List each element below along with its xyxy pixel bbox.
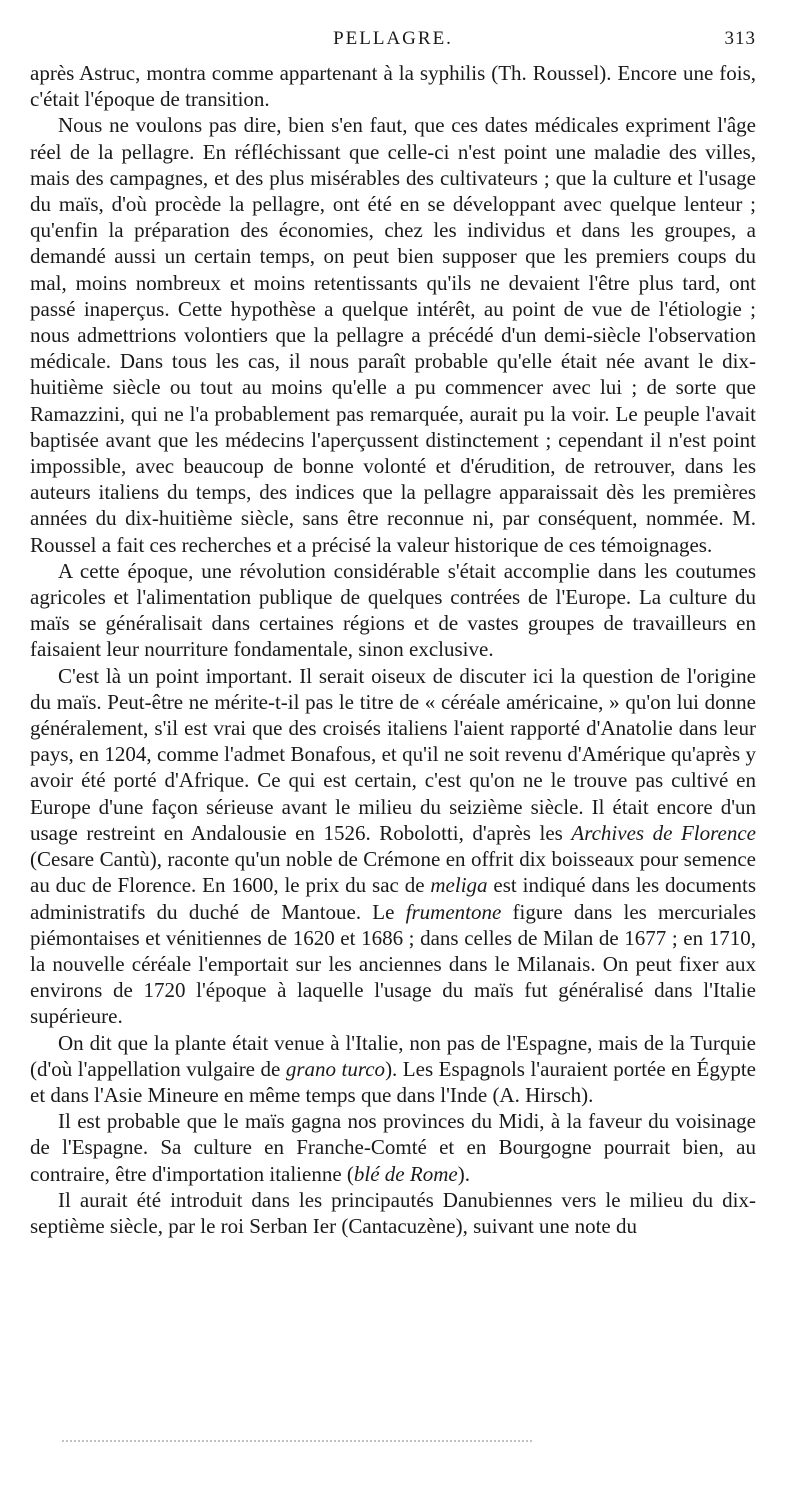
text-segment: après Astruc, montra comme appartenant à la syphilis (Th. Roussel). Encore une fois, c'était l'époque de transition. xyxy=(30,61,756,112)
text-segment: ). Les Espagnols l'auraient portée en Égypte et dans l'Asie Mineure en même temps que dans l'Inde (A. Hirsch). xyxy=(30,1056,756,1107)
text-segment: On dit que la plante était venue à l'Italie, non pas de l'Espagne, mais de la Turquie (d'où l'appellation vulgaire de xyxy=(30,1030,756,1081)
body-text xyxy=(30,60,756,1239)
paragraph xyxy=(30,1187,756,1239)
text-segment: C'est là un point important. Il serait oiseux de discuter ici la question de l'origine du maïs. Peut-être ne mérite-t-il pas le titre de « céréale américaine, » qu'on lui donne généralement, s'il est vrai que des croisés italiens l'aient rapporté d'Anatolie dans leur pays, en 1204, comme l'admet Bonafous, et qu'il ne soit revenu d'Amérique qu'après y avoir été porté d'Afrique. Ce qui est certain, c'est qu'on ne le trouve pas cultivé en Europe d'une façon sérieuse avant le milieu du seizième siècle. Il était encore d'un usage restreint en Andalousie en 1526. Robolotti, d'après les xyxy=(30,663,756,845)
text-segment: ). xyxy=(457,1161,470,1186)
book-page xyxy=(30,28,756,1239)
text-segment: figure dans les mercuriales piémontaises et vénitiennes de 1620 et 1686 ; dans celles de Milan de 1677 ; en 1710, la nouvelle céréale l'emportait sur les anciennes dans le Milanais. On peut fixer aux environs de 1720 l'époque à laquelle l'usage du maïs fut généralisé dans l'Italie supérieure. xyxy=(30,899,756,1029)
running-head xyxy=(30,28,756,60)
text-segment: est indiqué dans les documents administratifs du duché de Mantoue. Le xyxy=(30,873,756,924)
page-number: 313 xyxy=(724,28,756,49)
italic-text: blé de Rome xyxy=(353,1161,458,1186)
paragraph xyxy=(30,558,756,663)
page-bottom-specks xyxy=(62,1440,532,1446)
italic-text: Archives de Florence xyxy=(571,820,757,845)
text-segment: Nous ne voulons pas dire, bien s'en faut, que ces dates médicales expriment l'âge réel de la pellagre. En réfléchissant que celle-ci n'est point une maladie des villes, mais des campagnes, et des plus misérables des cultivateurs ; que la culture et l'usage du maïs, d'où procède la pellagre, ont été en se développant avec quelque lenteur ; qu'enfin la préparation des économies, chez les individus et dans les groupes, a demandé aussi un certain temps, on peut bien supposer que les premiers coups du mal, moins nombreux et moins retentissants qu'ils ne devaient l'être plus tard, ont passé inaperçus. Cette hypothèse a quelque intérêt, au point de vue de l'étiologie ; nous admettrions volontiers que la pellagre a précédé d'un demi-siècle l'observation médicale. Dans tous les cas, il nous paraît probable qu'elle était née avant le dix-huitième siècle ou tout au moins qu'elle a pu commencer avec lui ; de sorte que Ramazzini, qui ne l'a probablement pas remarquée, aurait pu la voir. Le peuple l'avait baptisée avant que les médecins l'aperçussent distinctement ; cependant il n'est point impossible, avec beaucoup de bonne volonté et d'érudition, de retrouver, dans les auteurs italiens du temps, des indices que la pellagre apparaissait dès les premières années du dix-huitième siècle, sans être reconnue ni, par conséquent, nommée. M. Roussel a fait ces recherches et a précisé la valeur historique de ces témoignages. xyxy=(30,113,756,557)
italic-text: meliga xyxy=(430,873,488,898)
paragraph xyxy=(30,1108,756,1187)
text-segment: A cette époque, une révolution considérable s'était accomplie dans les coutumes agricoles et l'alimentation publique de quelques contrées de l'Europe. La culture du maïs se généralisait dans certaines régions et de vastes groupes de travailleurs en faisaient leur nourriture fondamentale, sinon exclusive. xyxy=(30,558,756,662)
paragraph xyxy=(30,60,756,112)
paragraph xyxy=(30,663,756,1030)
paragraph xyxy=(30,1030,756,1109)
paragraph xyxy=(30,112,756,557)
text-segment: Il aurait été introduit dans les principautés Danubiennes vers le milieu du dix-septième siècle, par le roi Serban Ier (Cantacuzène), suivant une note du xyxy=(30,1187,756,1238)
italic-text: grano turco xyxy=(285,1056,386,1081)
running-title: PELLAGRE. xyxy=(333,28,453,49)
italic-text: frumentone xyxy=(405,899,502,924)
text-segment: Il est probable que le maïs gagna nos provinces du Midi, à la faveur du voisinage de l'Espagne. Sa culture en Franche-Comté et en Bourgogne pourrait bien, au contraire, être d'importation italienne ( xyxy=(30,1109,756,1186)
text-segment: (Cesare Cantù), raconte qu'un noble de Crémone en offrit dix boisseaux pour semence au duc de Florence. En 1600, le prix du sac de xyxy=(30,847,756,898)
